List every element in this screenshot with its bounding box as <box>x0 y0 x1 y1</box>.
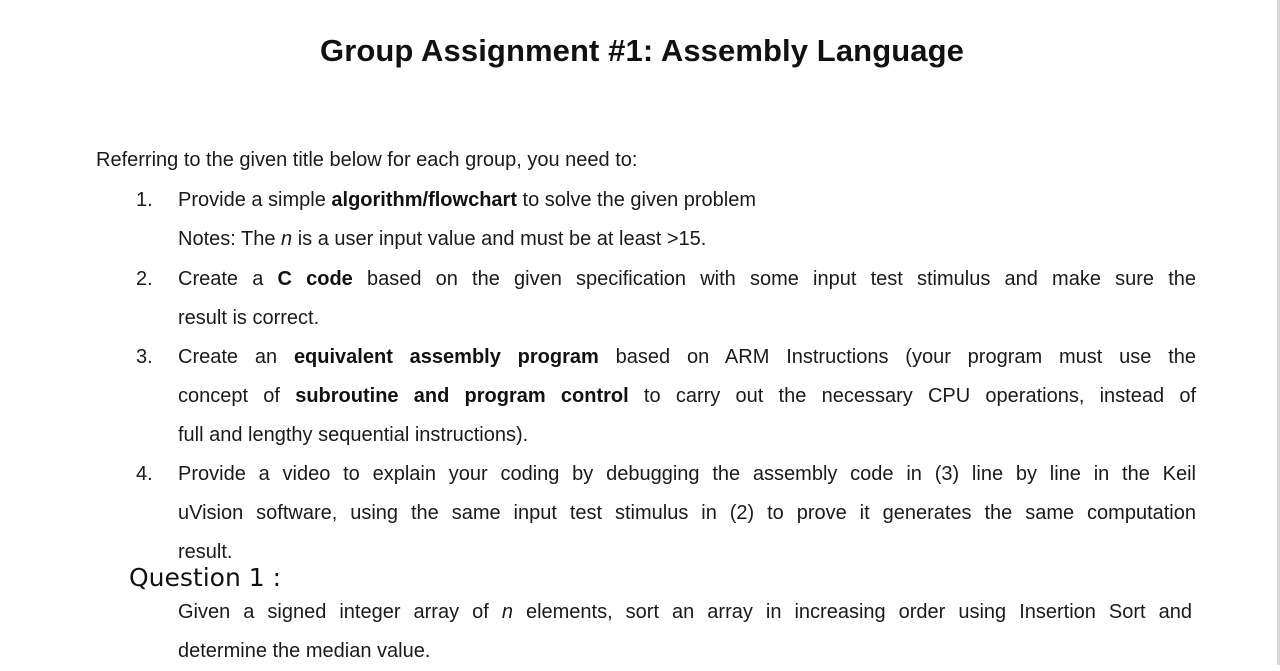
item-4-line-1: Provide a video to explain your coding by debugging the assembly code in (3) line by line in the Keil <box>178 463 1196 485</box>
item-2-line-2: result is correct. <box>178 307 320 329</box>
list-item-3 <box>136 338 1196 455</box>
bold-term: algorithm/flowchart <box>331 189 517 211</box>
list-number: 4. <box>136 463 153 485</box>
list-item-4 <box>136 455 1196 572</box>
list-item-1 <box>136 181 1196 259</box>
list-item-2 <box>136 260 1196 338</box>
bold-term: equivalent assembly program <box>293 346 599 368</box>
list-number: 1. <box>136 189 153 211</box>
item-2-line-1 <box>178 260 1196 299</box>
item-4-line-2: uVision software, using the same input test stimulus in (2) to prove it generates the same computation <box>178 502 1196 524</box>
text-run: to solve the given problem <box>516 189 757 211</box>
text-run: Create an <box>178 346 294 368</box>
text-run: based on ARM Instructions (your program must use the <box>598 346 1197 368</box>
bold-term: subroutine and program control <box>295 385 629 407</box>
question-text <box>178 593 1192 671</box>
bold-term: C code <box>277 268 353 290</box>
item-3-line-1 <box>178 338 1196 377</box>
text-run: is a user input value and must be at least >15. <box>292 228 707 250</box>
question-line-1 <box>178 593 1192 632</box>
item-3-line-3: full and lengthy sequential instructions). <box>178 424 529 446</box>
text-run: elements, sort an array in increasing order using Insertion Sort and <box>512 601 1192 623</box>
item-1-note <box>178 220 1196 259</box>
question-label: Question 1 : <box>129 563 282 592</box>
text-run: Create a <box>178 268 278 290</box>
intro-text: Referring to the given title below for each group, you need to: <box>96 149 638 171</box>
italic-variable: n <box>281 228 293 250</box>
text-run: concept of <box>178 385 296 407</box>
text-run: Given a signed integer array of <box>178 601 502 623</box>
italic-variable: n <box>501 601 513 623</box>
list-number: 3. <box>136 346 153 368</box>
item-4-line-3: result. <box>178 541 233 563</box>
question-line-2: determine the median value. <box>178 640 431 662</box>
text-run: Notes: The <box>178 228 282 250</box>
text-run: Provide a simple <box>178 189 332 211</box>
list-number: 2. <box>136 268 153 290</box>
text-run: based on the given specification with some input test stimulus and make sure the <box>352 268 1196 290</box>
page-title: Group Assignment #1: Assembly Language <box>319 33 965 68</box>
item-1-line <box>178 181 1196 220</box>
text-run: to carry out the necessary CPU operations, instead of <box>628 385 1197 407</box>
item-3-line-2 <box>178 377 1196 416</box>
